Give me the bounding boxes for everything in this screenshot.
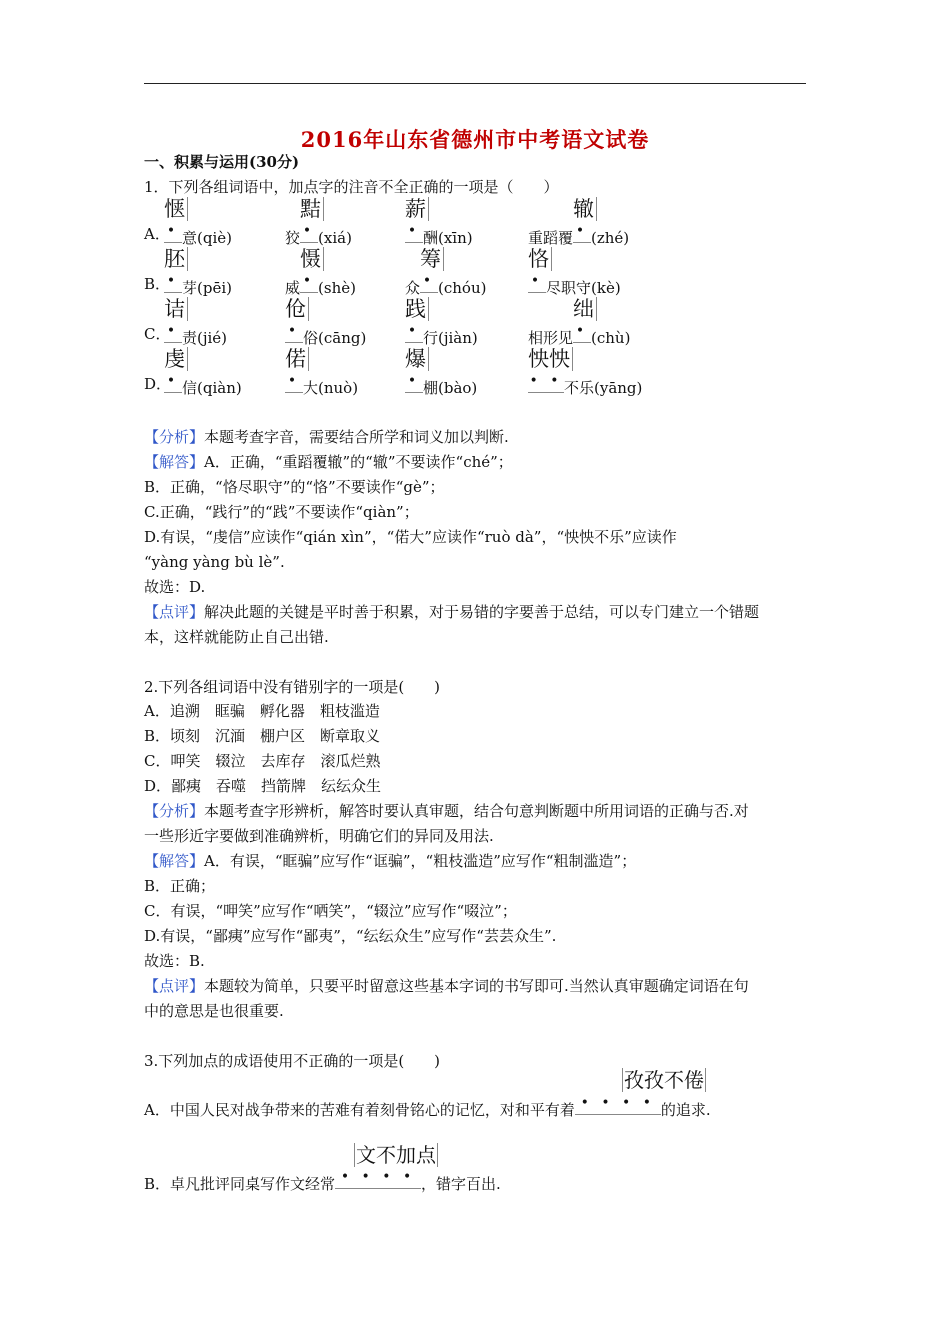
q3a-text: A．中国人民对战争带来的苦难有着刻骨铭心的记忆，对和平有着 — [144, 1101, 575, 1119]
analysis-tag: 【分析】 — [144, 802, 205, 820]
q1-analysis — [144, 427, 509, 447]
q2-option-a: A．追溯 眶骗 孵化器 粗枝滥造 — [144, 702, 380, 720]
item-pinyin: (zhé) — [591, 229, 630, 247]
item-pinyin: 芽(pēi) — [182, 279, 232, 297]
q2-comment — [144, 976, 749, 996]
q2-analysis — [144, 801, 749, 821]
enlarged-dotted-char: 爆 — [405, 347, 429, 371]
q1-option-item — [285, 374, 358, 398]
q1-answer-line: D.有误，“虔信”应读作“qián xìn”，“偌大”应读作“ruò dà”，“怏怏不乐”应读作 — [144, 528, 677, 546]
analysis-text: 本题考查字形辨析，解答时要认真审题，结合句意判断题中所用词语的正确与否.对 — [204, 802, 749, 820]
enlarged-dotted-char: 虔 — [164, 347, 188, 371]
emphasis-dots: • — [575, 223, 589, 239]
q2-option-d: D．鄙痍 吞噬 挡箭牌 纭纭众生 — [144, 777, 382, 795]
emphasis-dots: • — [302, 273, 316, 289]
enlarged-dotted-char: 黠 — [300, 197, 324, 221]
dotted-char-blank — [405, 224, 423, 243]
emphasis-dots: • — [422, 273, 436, 289]
item-prefix: 重蹈覆 — [528, 229, 574, 247]
q3b-text: B．卓凡批评同桌写作文经常 — [144, 1175, 336, 1193]
item-pinyin: 责(jié) — [182, 329, 228, 347]
q1-stem: 1．下列各组词语中，加点字的注音不全正确的一项是（ ） — [144, 178, 559, 196]
q1-comment — [144, 602, 759, 622]
emphasis-dots: • — [166, 273, 180, 289]
q2-answer-line: 故选：B. — [144, 952, 205, 970]
q3-option-a — [144, 1096, 711, 1120]
q3a-idiom-enlarged: 孜孜不倦 — [624, 1068, 704, 1092]
q1-option-item — [164, 274, 232, 298]
dotted-char-blank — [405, 374, 423, 393]
emphasis-dots: • — [287, 373, 301, 389]
item-pinyin: 意(qiè) — [182, 229, 232, 247]
q2-analysis-line: 一些形近字要做到准确辨析，明确它们的异同及用法. — [144, 827, 494, 845]
item-prefix: 狡 — [285, 229, 301, 247]
q1-answer-line: C.正确，“践行”的“践”不要读作“qiàn”； — [144, 503, 419, 521]
q1-option-label: C． — [144, 325, 171, 343]
enlarged-dotted-char: 胚 — [164, 247, 188, 271]
section-heading: 一、积累与运用(30分) — [144, 153, 300, 171]
dotted-char-blank — [573, 224, 591, 243]
q1-option-item — [528, 324, 630, 348]
dotted-char-blank — [164, 324, 182, 343]
enlarged-dotted-char: 慑 — [300, 247, 324, 271]
emphasis-dots: • — [302, 223, 316, 239]
item-pinyin: (chù) — [591, 329, 631, 347]
q2-stem: 2.下列各组词语中没有错别字的一项是( ) — [144, 678, 441, 696]
header-rule — [144, 83, 806, 84]
dotted-char-blank — [573, 324, 591, 343]
dotted-char-blank — [405, 324, 423, 343]
q1-option-item — [164, 324, 227, 348]
q1-option-item — [405, 324, 478, 348]
enlarged-dotted-char: 诘 — [164, 297, 188, 321]
item-pinyin: 尽职守(kè) — [546, 279, 621, 297]
emphasis-dots: • — [166, 323, 180, 339]
emphasis-dots: • — [575, 323, 589, 339]
q2-answer-line: C．有误，“呷笑”应写作“哂笑”，“辍泣”应写作“啜泣”； — [144, 902, 517, 920]
answer-text: A．有误，“眶骗”应写作“诓骗”，“粗枝滥造”应写作“粗制滥造”； — [204, 852, 637, 870]
q1-option-item — [285, 274, 356, 298]
comment-tag: 【点评】 — [144, 603, 205, 621]
page-title: 2016年山东省德州市中考语文试卷 — [300, 127, 650, 152]
analysis-tag: 【分析】 — [144, 428, 205, 446]
q1-option-item — [405, 224, 473, 248]
enlarged-dotted-char: 怏怏 — [528, 347, 573, 371]
q3b-tail: ，错字百出. — [421, 1175, 501, 1193]
item-pinyin: (shè) — [318, 279, 356, 297]
q3-option-b — [144, 1170, 501, 1194]
q1-option-item — [528, 374, 642, 398]
q3-stem: 3.下列加点的成语使用不正确的一项是( ) — [144, 1052, 441, 1070]
analysis-text: 本题考查字音，需要结合所学和词义加以判断. — [204, 428, 509, 446]
q3a-tail: 的追求. — [660, 1101, 711, 1119]
dotted-char-blank — [164, 374, 182, 393]
item-pinyin: (xiá) — [318, 229, 352, 247]
q3a-idiom-blank — [575, 1096, 661, 1115]
emphasis-dots: • • • • — [580, 1095, 656, 1111]
answer-text: A．正确，“重蹈覆辙”的“辙”不要读作“ché”； — [204, 453, 513, 471]
item-pinyin: 大(nuò) — [303, 379, 359, 397]
item-prefix: 威 — [285, 279, 301, 297]
q2-option-b: B．顷刻 沉湎 棚户区 断章取义 — [144, 727, 381, 745]
emphasis-dots: • — [166, 223, 180, 239]
enlarged-dotted-char: 绌 — [573, 297, 597, 321]
q1-comment-line: 本，这样就能防止自己出错. — [144, 628, 329, 646]
emphasis-dots: • — [166, 373, 180, 389]
enlarged-dotted-char: 薪 — [405, 197, 429, 221]
item-pinyin: 信(qiàn) — [182, 379, 242, 397]
q1-answer-line: 故选：D. — [144, 578, 206, 596]
emphasis-dots: • — [287, 323, 301, 339]
item-pinyin: 俗(cāng) — [303, 329, 367, 347]
q2-option-c: C．呷笑 辍泣 去库存 滚瓜烂熟 — [144, 752, 381, 770]
q3b-idiom-blank — [335, 1170, 421, 1189]
emphasis-dots: • — [407, 223, 421, 239]
answer-tag: 【解答】 — [144, 453, 205, 471]
enlarged-dotted-char: 筹 — [420, 247, 444, 271]
enlarged-dotted-char: 恪 — [528, 247, 552, 271]
dotted-char-blank — [420, 274, 438, 293]
q2-answer — [144, 851, 636, 871]
dotted-char-blank — [300, 274, 318, 293]
q1-answer-line — [144, 452, 513, 472]
dotted-char-blank — [528, 374, 564, 393]
q3b-idiom-enlarged: 文不加点 — [356, 1143, 436, 1167]
emphasis-dots: • — [407, 323, 421, 339]
dotted-char-blank — [164, 224, 182, 243]
dotted-char-blank — [285, 374, 303, 393]
enlarged-dotted-char: 辙 — [573, 197, 597, 221]
q1-option-item — [528, 224, 629, 248]
emphasis-dots: • • • • — [340, 1169, 416, 1185]
item-pinyin: 不乐(yāng) — [564, 379, 643, 397]
item-pinyin: 棚(bào) — [423, 379, 478, 397]
q1-option-label: A． — [144, 225, 170, 243]
dotted-char-blank — [528, 274, 546, 293]
item-pinyin: (chóu) — [438, 279, 487, 297]
enlarged-dotted-char: 践 — [405, 297, 429, 321]
q2-comment-line: 中的意思是也很重要. — [144, 1002, 284, 1020]
enlarged-dotted-char: 偌 — [285, 347, 309, 371]
comment-text: 本题较为简单，只要平时留意这些基本字词的书写即可.当然认真审题确定词语在句 — [204, 977, 749, 995]
enlarged-dotted-char: 伧 — [285, 297, 309, 321]
q1-option-item — [405, 374, 477, 398]
answer-tag: 【解答】 — [144, 852, 205, 870]
comment-text: 解决此题的关键是平时善于积累，对于易错的字要善于总结，可以专门建立一个错题 — [204, 603, 760, 621]
q2-answer-line: B．正确； — [144, 877, 216, 895]
q1-option-item — [164, 374, 242, 398]
q1-answer-line: “yàng yàng bù lè”. — [144, 553, 285, 571]
item-pinyin: 行(jiàn) — [423, 329, 478, 347]
comment-tag: 【点评】 — [144, 977, 205, 995]
dotted-char-blank — [164, 274, 182, 293]
q1-answer-line: B．正确，“恪尽职守”的“恪”不要读作“gè”； — [144, 478, 445, 496]
q1-option-item — [405, 274, 486, 298]
emphasis-dots: • — [407, 373, 421, 389]
dotted-char-blank — [300, 224, 318, 243]
emphasis-dots: • — [530, 273, 544, 289]
q2-answer-line: D.有误，“鄙痍”应写作“鄙夷”，“纭纭众生”应写作“芸芸众生”. — [144, 927, 557, 945]
q1-option-item — [164, 224, 232, 248]
dotted-char-blank — [285, 324, 303, 343]
emphasis-dots: • • — [529, 373, 563, 389]
enlarged-dotted-char: 惬 — [164, 197, 188, 221]
q1-option-item — [528, 274, 621, 298]
q1-option-item — [285, 224, 352, 248]
item-prefix: 众 — [405, 279, 421, 297]
item-pinyin: 酬(xīn) — [423, 229, 473, 247]
q1-option-label: D． — [144, 375, 172, 393]
q1-option-label: B． — [144, 275, 171, 293]
item-prefix: 相形见 — [528, 329, 574, 347]
q1-option-item — [285, 324, 366, 348]
